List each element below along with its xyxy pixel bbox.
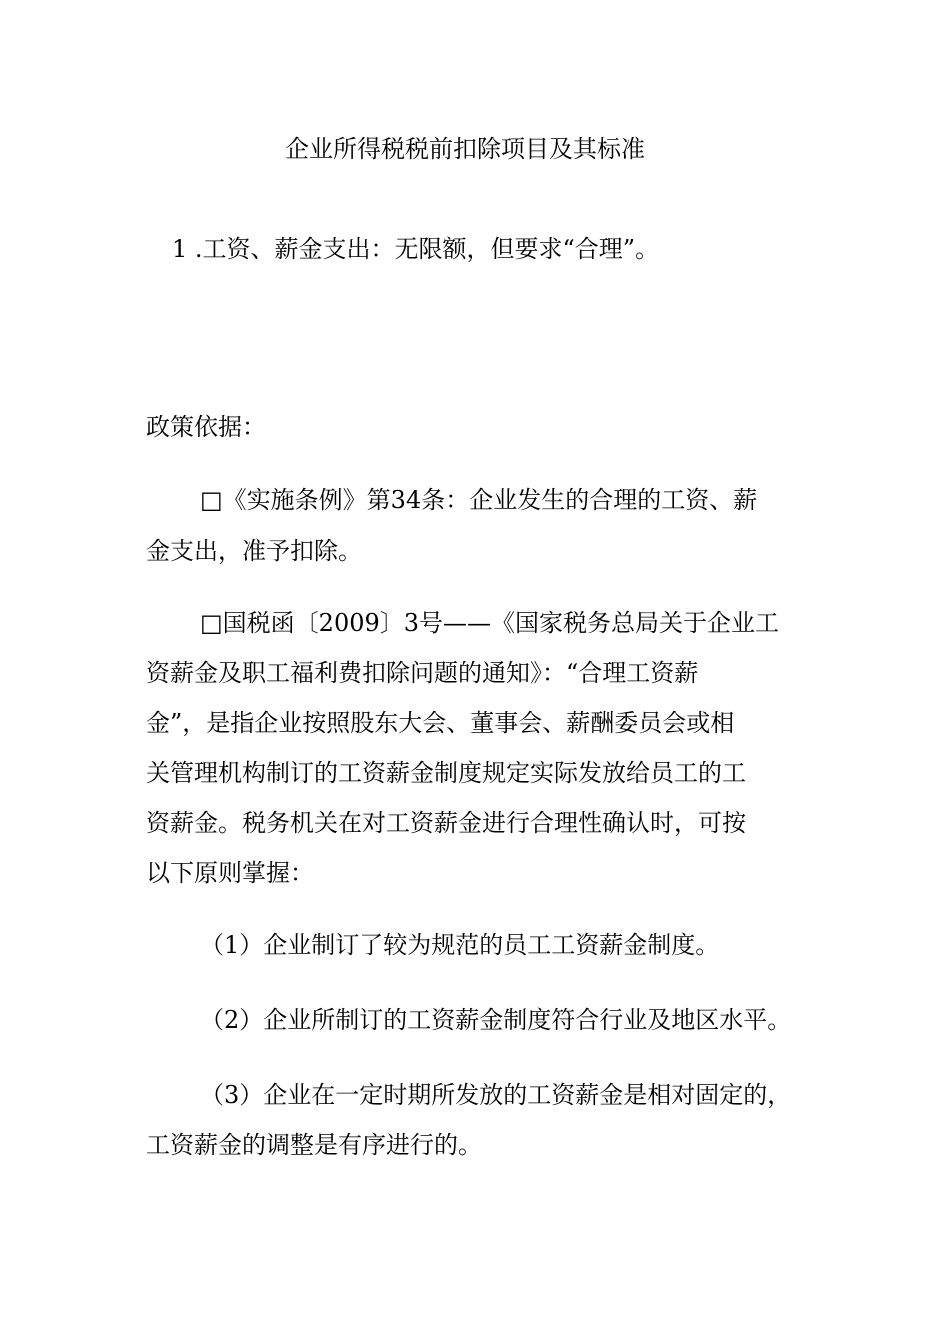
principle-item-continued: 工资薪金的调整是有序进行的。 (146, 1131, 482, 1159)
principle-item: （3）企业在一定时期所发放的工资薪金是相对固定的， (200, 1081, 792, 1109)
clause-notice-line: 以下原则掌握： (146, 859, 314, 887)
clause-regulation-line: □《实施条例》第34条：企业发生的合理的工资、薪 (200, 486, 758, 514)
clause-notice-line: 资薪金。税务机关在对工资薪金进行合理性确认时，可按 (146, 809, 746, 837)
clause-notice-line: 资薪金及职工福利费扣除问题的通知》：“合理工资薪 (146, 659, 699, 687)
clause-notice-line: 金”，是指企业按照股东大会、董事会、薪酬委员会或相 (146, 709, 735, 737)
clause-notice-line: □国税函〔2009〕3号——《国家税务总局关于企业工 (200, 609, 780, 637)
policy-basis-label: 政策依据： (146, 413, 266, 441)
document-title: 企业所得税税前扣除项目及其标准 (285, 135, 645, 163)
item-wages-heading: 1 .工资、薪金支出：无限额，但要求“合理”。 (172, 235, 660, 263)
clause-notice-line: 关管理机构制订的工资薪金制度规定实际发放给员工的工 (146, 759, 746, 787)
clause-regulation-line: 金支出，准予扣除。 (146, 537, 362, 565)
principle-item: （2）企业所制订的工资薪金制度符合行业及地区水平。 (200, 1006, 792, 1034)
principle-item: （1）企业制订了较为规范的员工工资薪金制度。 (200, 931, 720, 959)
